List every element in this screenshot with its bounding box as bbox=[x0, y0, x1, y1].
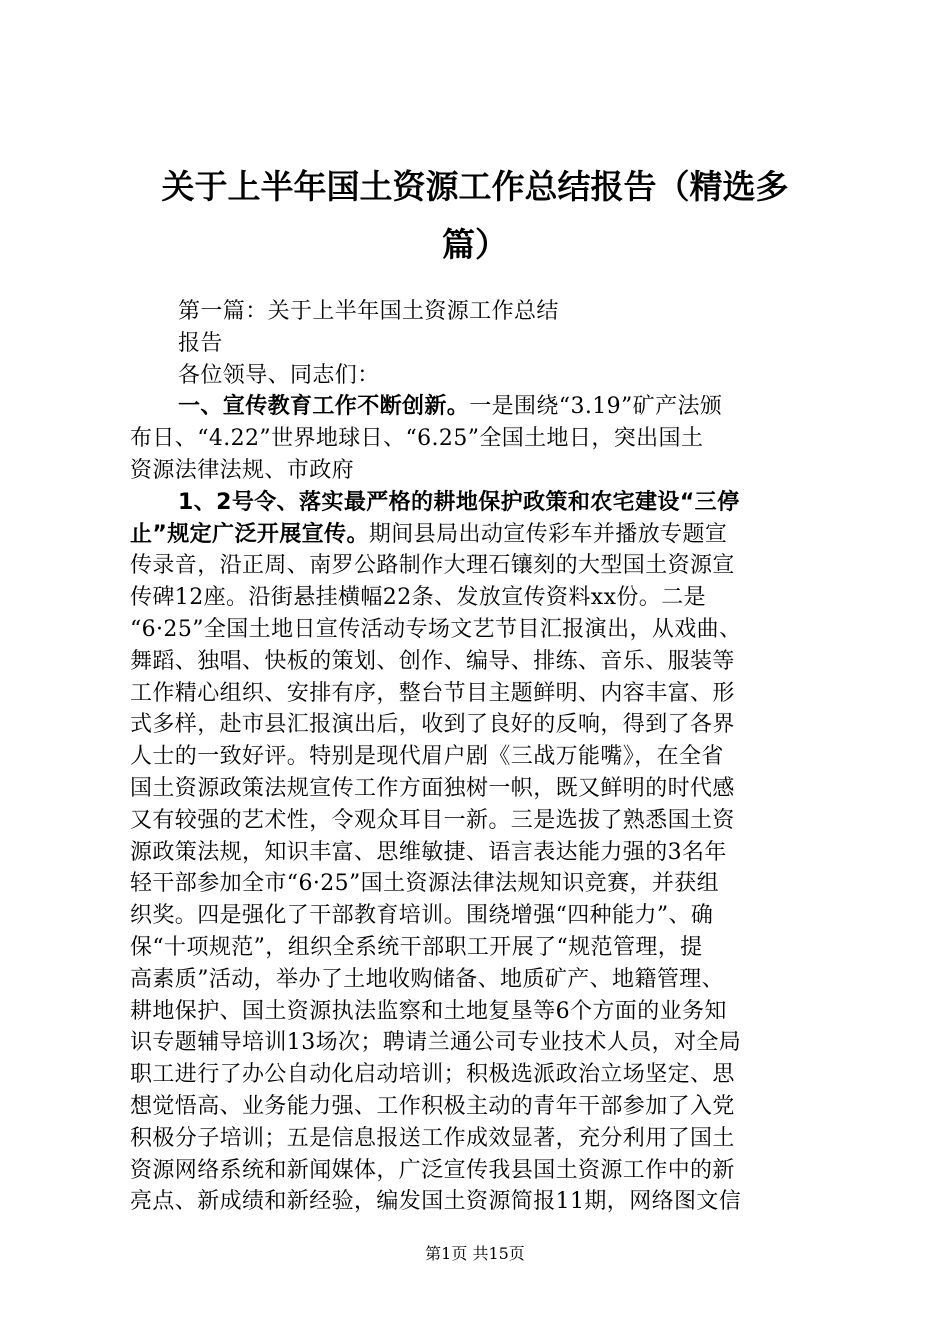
body-line: 源政策法规，知识丰富、思维敏捷、语言表达能力强的3名年 bbox=[130, 839, 727, 865]
body-line: 人士的一致好评。特别是现代眉户剧《三战万能嘴》，在全省 bbox=[130, 744, 724, 770]
paragraph-1-line-2: 布日、“4.22”世界地球日、“6.25”全国土地日，突出国土 bbox=[130, 426, 704, 452]
title-line-1: 关于上半年国土资源工作总结报告（精选多 bbox=[161, 167, 789, 206]
body-line: 积极分子培训；五是信息报送工作成效显著，充分利用了国土 bbox=[130, 1125, 735, 1151]
body-line: 耕地保护、国土资源执法监察和土地复垦等6个方面的业务知 bbox=[130, 998, 727, 1024]
body-line: 舞蹈、独唱、快板的策划、创作、编导、排练、音乐、服装等 bbox=[130, 648, 735, 674]
paragraph-1-bold-lead: 一、宣传教育工作不断创新。 bbox=[178, 394, 470, 420]
body-line: 国土资源政策法规宣传工作方面独树一帜，既又鲜明的时代感 bbox=[130, 775, 735, 801]
body-line: 又有较强的艺术性，令观众耳目一新。三是选拔了熟悉国土资 bbox=[130, 807, 735, 833]
body-line: 高素质”活动，举办了土地收购储备、地质矿产、地籍管理、 bbox=[130, 966, 725, 992]
body-line: 保“十项规范”，组织全系统干部职工开展了“规范管理，提 bbox=[130, 934, 703, 960]
paragraph-2-bold-line-1: 1、2号令、落实最严格的耕地保护政策和农宅建设“三停 bbox=[178, 489, 740, 515]
body-line: 资源网络系统和新闻媒体，广泛宣传我县国土资源工作中的新 bbox=[130, 1157, 735, 1183]
body-line: 职工进行了办公自动化启动培训；积极选派政治立场坚定、思 bbox=[130, 1062, 735, 1088]
paragraph-1-text: 一是围绕“3.19”矿产法颁 bbox=[469, 394, 723, 420]
body-line: 式多样，赴市县汇报演出后，收到了良好的反响，得到了各界 bbox=[130, 712, 735, 738]
title-line-2: 篇） bbox=[442, 225, 508, 264]
body-line: 工作精心组织、安排有序，整台节目主题鲜明、内容丰富、形 bbox=[130, 680, 735, 706]
body-line: 传录音，沿正周、南罗公路制作大理石镶刻的大型国土资源宣 bbox=[130, 553, 735, 579]
body-line: 轻干部参加全市“6·25”国土资源法律法规知识竞赛，并获组 bbox=[130, 871, 720, 897]
paragraph-2-line-2 bbox=[130, 519, 830, 551]
paragraph-1-line-1 bbox=[130, 391, 830, 423]
paragraph-2-text: 期间县局出动宣传彩车并播放专题宣 bbox=[368, 521, 728, 547]
body-line: 传碑12座。沿街悬挂横幅22条、发放宣传资料xx份。二是 bbox=[130, 585, 707, 611]
body-line: 织奖。四是强化了干部教育培训。围绕增强“四种能力”、确 bbox=[130, 903, 714, 929]
body-line: 识专题辅导培训13场次；聘请兰通公司专业技术人员，对全局 bbox=[130, 1030, 742, 1056]
document-title bbox=[120, 158, 830, 274]
page-footer bbox=[0, 1243, 950, 1265]
section-heading: 第一篇：关于上半年国土资源工作总结 bbox=[178, 299, 559, 324]
body-line: “6·25”全国土地日宣传活动专场文艺节目汇报演出，从戏曲、 bbox=[130, 616, 742, 642]
body-line: 想觉悟高、业务能力强、工作积极主动的青年干部参加了入党 bbox=[130, 1093, 735, 1119]
page-number: 第1页 共15页 bbox=[425, 1244, 525, 1263]
paragraph-2-bold-lead: 止”规定广泛开展宣传。 bbox=[130, 521, 369, 547]
document-body bbox=[130, 296, 830, 1218]
section-heading-continued: 报告 bbox=[178, 330, 223, 356]
body-line: 亮点、新成绩和新经验，编发国土资源简报11期，网络图文信 bbox=[130, 1189, 742, 1215]
paragraph-1-line-3: 资源法律法规、市政府 bbox=[130, 457, 355, 483]
salutation: 各位领导、同志们： bbox=[178, 362, 380, 388]
